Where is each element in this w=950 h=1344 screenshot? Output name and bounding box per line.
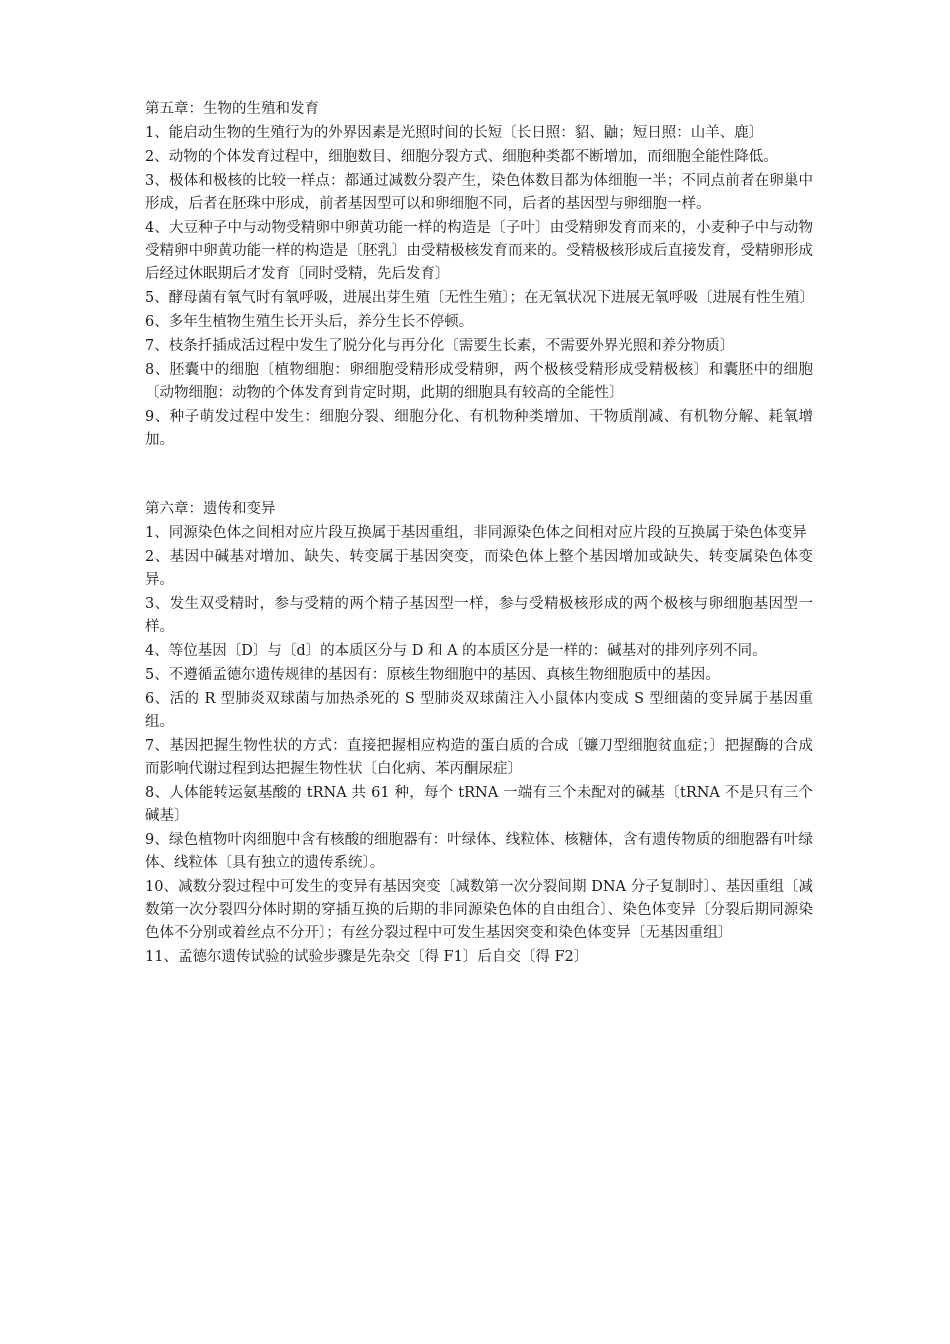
paragraph: 7、枝条扦插成活过程中发生了脱分化与再分化〔需要生长素，不需要外界光照和养分物质〕 (145, 338, 735, 354)
chapter-6-section (145, 498, 813, 969)
chapter-6-title: 第六章：遗传和变异 (145, 501, 276, 517)
paragraph: 6、活的 R 型肺炎双球菌与加热杀死的 S 型肺炎双球菌注入小鼠体内变成 S 型细菌的变异属于基因重组。 (145, 691, 813, 730)
paragraph: 7、基因把握生物性状的方式：直接把握相应构造的蛋白质的合成〔镰刀型细胞贫血症；〕把握酶的合成而影响代谢过程到达把握生物性状〔白化病、苯丙酮尿症〕 (145, 738, 813, 777)
document-page (145, 98, 813, 970)
paragraph: 3、极体和极核的比较一样点：都通过减数分裂产生，染色体数目都为体细胞一半；不同点前者在卵巢中形成，后者在胚珠中形成，前者基因型可以和卵细胞不同，后者的基因型与卵细胞一样。 (145, 173, 813, 212)
paragraph: 5、酵母菌有氧气时有氧呼吸，进展出芽生殖〔无性生殖〕；在无氧状况下进展无氧呼吸〔进展有性生殖〕 (145, 290, 814, 306)
paragraph: 3、发生双受精时，参与受精的两个精子基因型一样，参与受精极核形成的两个极核与卵细胞基因型一样。 (145, 596, 813, 635)
paragraph: 4、等位基因〔D〕与〔d〕的本质区分与 D 和 A 的本质区分是一样的：碱基对的排列序列不同。 (145, 643, 767, 659)
paragraph: 10、减数分裂过程中可发生的变异有基因突变〔减数第一次分裂间期 DNA 分子复制时〕、基因重组〔减数第一次分裂四分体时期的穿插互换的后期的非同源染色体的自由组合〕、染色体变异〔分裂后期同源染色体不分别或着丝点不分开〕；有丝分裂过程中可发生基因突变和染色体变异〔无基因重组〕 (145, 879, 813, 941)
paragraph: 11、孟德尔遗传试验的试验步骤是先杂交〔得 F1〕后自交〔得 F2〕 (145, 949, 589, 965)
paragraph: 9、种子萌发过程中发生：细胞分裂、细胞分化、有机物种类增加、干物质削减、有机物分解、耗氧增加。 (145, 409, 813, 448)
paragraph: 8、人体能转运氨基酸的 tRNA 共 61 种，每个 tRNA 一端有三个未配对的碱基〔tRNA 不是只有三个碱基〕 (145, 785, 813, 824)
paragraph: 2、基因中碱基对增加、缺失、转变属于基因突变，而染色体上整个基因增加或缺失、转变属染色体变异。 (145, 549, 813, 588)
paragraph: 2、动物的个体发育过程中，细胞数目、细胞分裂方式、细胞种类都不断增加，而细胞全能性降低。 (145, 149, 778, 165)
chapter-5-title: 第五章：生物的生殖和发育 (145, 101, 319, 117)
chapter-5-section (145, 98, 813, 452)
paragraph: 1、同源染色体之间相对应片段互换属于基因重组，非同源染色体之间相对应片段的互换属于染色体变异 (145, 525, 807, 541)
paragraph: 6、多年生植物生殖生长开头后，养分生长不停顿。 (145, 314, 474, 330)
paragraph: 1、能启动生物的生殖行为的外界因素是光照时间的长短〔长日照：貂、鼬；短日照：山羊、鹿〕 (145, 125, 764, 141)
paragraph: 4、大豆种子中与动物受精卵中卵黄功能一样的构造是〔子叶〕由受精卵发育而来的，小麦种子中与动物受精卵中卵黄功能一样的构造是〔胚乳〕由受精极核发育而来的。受精极核形成后直接发育，受精卵形成后经过休眠期后才发育〔同时受精，先后发育〕 (145, 220, 813, 282)
paragraph: 5、不遵循孟德尔遗传规律的基因有：原核生物细胞中的基因、真核生物细胞质中的基因。 (145, 667, 720, 683)
paragraph: 9、绿色植物叶肉细胞中含有核酸的细胞器有：叶绿体、线粒体、核糖体，含有遗传物质的细胞器有叶绿体、线粒体〔具有独立的遗传系统〕。 (145, 832, 813, 871)
paragraph: 8、胚囊中的细胞〔植物细胞：卵细胞受精形成受精卵，两个极核受精形成受精极核〕和囊胚中的细胞〔动物细胞：动物的个体发育到肯定时期，此期的细胞具有较高的全能性〕 (145, 362, 813, 401)
